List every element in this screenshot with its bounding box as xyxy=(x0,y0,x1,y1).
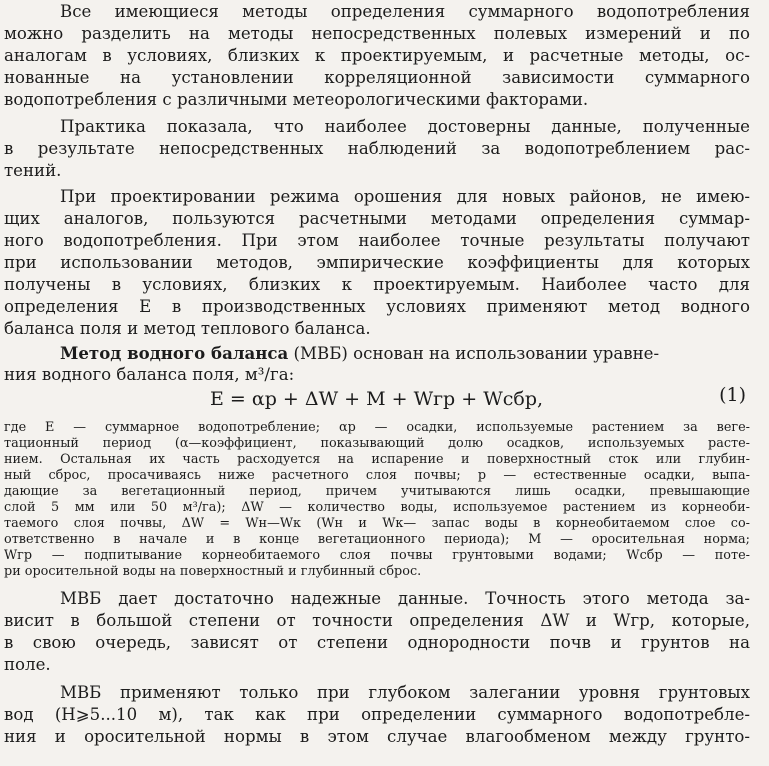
p6-line-4: поле. xyxy=(4,655,51,674)
p3-line-3: ного водопотребления. При этом наиболее точные результаты получают xyxy=(4,231,750,250)
p5-line-3: нием. Остальная их часть расходуется на испарение и поверхностный сток или глубин- xyxy=(4,452,750,467)
p7-line-2: вод (H⩾5...10 м), так как при определении суммарного водопотребле- xyxy=(4,705,750,724)
p1-line-1: Все имеющиеся методы определения суммарного водопотребления xyxy=(60,2,750,21)
equation-number: (1) xyxy=(719,384,746,406)
p5-line-9: Wгр — подпитывание корнеобитаемого слоя почвы грунтовыми водами; Wсбр — поте- xyxy=(4,548,750,563)
p3-line-6: определения E в производственных условиях применяют метод водного xyxy=(4,297,750,316)
p1-line-3: аналогам в условиях, близких к проектируемым, и расчетные методы, ос- xyxy=(4,46,750,65)
p5-line-8: ответственно в начале и в конце вегетационного периода); M — оросительная норма; xyxy=(4,532,750,547)
p5-line-6: слой 5 мм или 50 м³/га); ΔW — количество воды, используемое растением из корнеоби- xyxy=(4,500,750,515)
p7-line-3: ния и оросительной нормы в этом случае влагообменом между грунто- xyxy=(4,727,750,746)
p5-line-5: дающие за вегетационный период, причем учитываются лишь осадки, превышающие xyxy=(4,484,750,499)
equation-formula: E = αp + ΔW + M + Wгр + Wсбр, xyxy=(210,388,544,410)
method-intro: (МВБ) основан на использовании уравне- xyxy=(288,344,660,363)
p4-line-2: ния водного баланса поля, м³/га: xyxy=(4,365,295,384)
p1-line-2: можно разделить на методы непосредственных полевых измерений и по xyxy=(4,24,750,43)
p6-line-3: в свою очередь, зависят от степени однородности почв и грунтов на xyxy=(4,633,750,652)
equation xyxy=(0,384,769,414)
p3-line-1: При проектировании режима орошения для новых районов, не имею- xyxy=(60,187,750,206)
p5-line-4: ный сброс, просачиваясь ниже расчетного слоя почвы; p — естественные осадки, выпа- xyxy=(4,468,750,483)
p2-line-3: тений. xyxy=(4,161,62,180)
p4-line-1 xyxy=(60,343,750,364)
p3-line-7: баланса поля и метод теплового баланса. xyxy=(4,319,371,338)
p5-line-7: таемого слоя почвы, ΔW = Wн—Wк (Wн и Wк— запас воды в корнеобитаемом слое со- xyxy=(4,516,750,531)
p2-line-1: Практика показала, что наиболее достоверны данные, полученные xyxy=(60,117,750,136)
p5-line-1: где E — суммарное водопотребление; αp — осадки, используемые растением за веге- xyxy=(4,420,750,435)
method-title: Метод водного баланса xyxy=(60,343,289,363)
p7-line-1: МВБ применяют только при глубоком залегании уровня грунтовых xyxy=(60,683,750,702)
p3-line-2: щих аналогов, пользуются расчетными методами определения суммар- xyxy=(4,209,750,228)
p6-line-2: висит в большой степени от точности определения ΔW и Wгр, которые, xyxy=(4,611,750,630)
p5-line-2: тационный период (α—коэффициент, показывающий долю осадков, используемых расте- xyxy=(4,436,750,451)
p5-line-10: ри оросительной воды на поверхностный и глубинный сброс. xyxy=(4,564,422,579)
p3-line-5: получены в условиях, близких к проектируемым. Наиболее часто для xyxy=(4,275,750,294)
p1-line-5: водопотребления с различными метеорологическими факторами. xyxy=(4,90,589,109)
p1-line-4: нованные на установлении корреляционной зависимости суммарного xyxy=(4,68,750,87)
p2-line-2: в результате непосредственных наблюдений за водопотреблением рас- xyxy=(4,139,750,158)
p3-line-4: при использовании методов, эмпирические коэффициенты для которых xyxy=(4,253,750,272)
p6-line-1: МВБ дает достаточно надежные данные. Точность этого метода за- xyxy=(60,589,750,608)
